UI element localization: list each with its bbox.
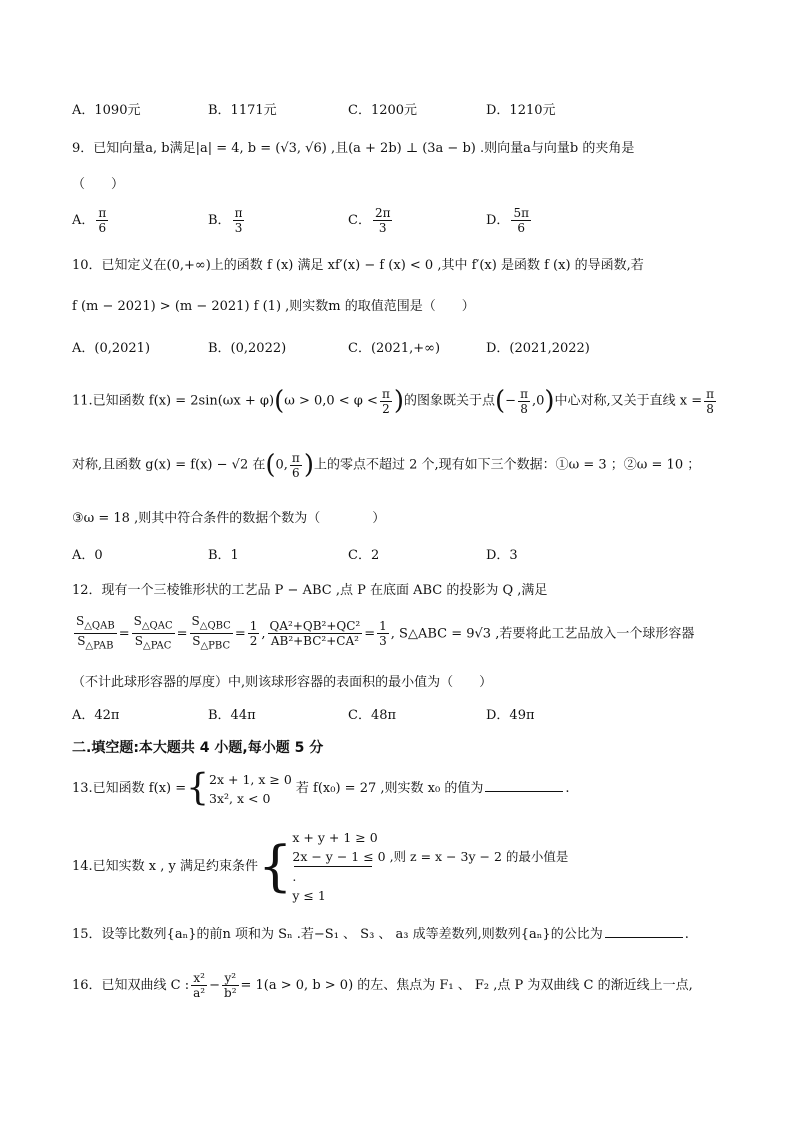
q11-option-a: A．0: [72, 548, 103, 563]
q11-line2: 对称,且函数 g(x) = f(x) − √2 在(0, $\frac{\pi}{6}$ )上的零点不超过 2 个,现有如下三个数据：①ω = 3 ；②ω = 10 ；: [72, 450, 701, 480]
q9-paren: （ ）: [72, 177, 125, 192]
q14: 14.已知实数 x , y 满足约束条件{ x + y + 1 ≥ 0 2x − y − 1 ≤ 0 ,则 z = x − 3y − 2 的最小值是 . y ≤ 1: [72, 830, 569, 903]
q12-line3: （不计此球形容器的厚度）中,则该球形容器的表面积的最小值为（ ）: [72, 675, 493, 690]
q12-option-b: B．44π: [208, 708, 256, 723]
q11-option-d: D．3: [486, 548, 518, 563]
q12-option-c: C．48π: [348, 708, 397, 723]
q11-option-b: B．1: [208, 548, 239, 563]
q10-line1: 10．已知定义在(0,+∞)上的函数 f (x) 满足 xf′(x) − f (x) < 0 ,其中 f′(x) 是函数 f (x) 的导函数,若: [72, 258, 644, 273]
q9-option-d: D． $\frac{5\pi}{6}$: [486, 206, 529, 235]
q11-option-c: C．2: [348, 548, 380, 563]
q12-option-d: D．49π: [486, 708, 535, 723]
q10-option-d: D．(2021,2022): [486, 341, 590, 356]
q8-option-a: A．1090元: [72, 103, 141, 118]
q9-option-b: B． $\frac{\pi}{3}$: [208, 206, 243, 235]
q16: 16．已知双曲线 C : $\frac{\text{x²}}{\text{a²}}$ − $\frac{\text{y²}}{\text{b²}}$ = 1(a > 0, b > 0) 的左、焦点为 F₁ 、 F₂ ,点 P 为双曲线 C 的渐近线上一点,: [72, 971, 693, 1000]
q10-option-a: A．(0,2021): [72, 341, 151, 356]
q10-option-c: C．(2021,+∞): [348, 341, 441, 356]
q15-answer-blank[interactable]: [605, 937, 683, 938]
q12-option-a: A．42π: [72, 708, 120, 723]
q8-option-d: D．1210元: [486, 103, 556, 118]
q11-line3: ③ω = 18 ,则其中符合条件的数据个数为（ ）: [72, 511, 386, 526]
q11-line1: 11.已知函数 f(x) = 2sin(ωx + φ)(ω > 0,0 < φ < $\frac{\pi}{2}$ )的图象既关于点(− $\frac{\pi}{8}$ ,0)中心对称,又关于直线 x = $\frac{\pi}{8}$: [72, 386, 715, 416]
section-heading: 二.填空题:本大题共 4 小题,每小题 5 分: [72, 740, 324, 756]
q12-line2: $\frac{S_{\triangle QAB}}{S_{\triangle PAB}}$ = $\frac{S_{\triangle QAC}}{S_{\triangle PAC}}$ = $\frac{S_{\triangle QBC}}{S_{\triangle PBC}}$ = $\frac{1}{2}$ , $\frac{\text{QA²+QB²+QC²}}{\text{AB²+BC²+CA²}}$ = $\frac{1}{3}$ , S△ABC = 9√3 ,若要将此工艺品放入一个球形容器: [76, 614, 695, 652]
q9-option-a: A． $\frac{\pi}{6}$: [72, 206, 107, 235]
q12-line1: 12．现有一个三棱锥形状的工艺品 P − ABC ,点 P 在底面 ABC 的投影为 Q ,满足: [72, 583, 548, 598]
q9-option-c: C． $\frac{2\pi}{3}$: [348, 206, 391, 235]
q8-option-c: C．1200元: [348, 103, 418, 118]
q10-option-b: B．(0,2022): [208, 341, 287, 356]
q15: 15．设等比数列{aₙ}的前n 项和为 Sₙ .若−S₁ 、 S₃ 、 a₃ 成等差数列,则数列{aₙ}的公比为 .: [72, 927, 689, 942]
q8-option-b: B．1171元: [208, 103, 277, 118]
q13-answer-blank[interactable]: [485, 791, 563, 792]
q13: 13.已知函数 f(x) ={ 2x + 1, x ≥ 0 3x², x < 0 若 f(x₀) = 27 ,则实数 x₀ 的值为 .: [72, 767, 570, 809]
q10-line2: f (m − 2021) > (m − 2021) f (1) ,则实数m 的取值范围是（ ）: [72, 299, 475, 314]
q9-stem: 9．已知向量a, b满足|a| = 4, b = (√3, √6) ,且(a + 2b) ⊥ (3a − b) .则向量a与向量b 的夹角是: [72, 141, 635, 156]
